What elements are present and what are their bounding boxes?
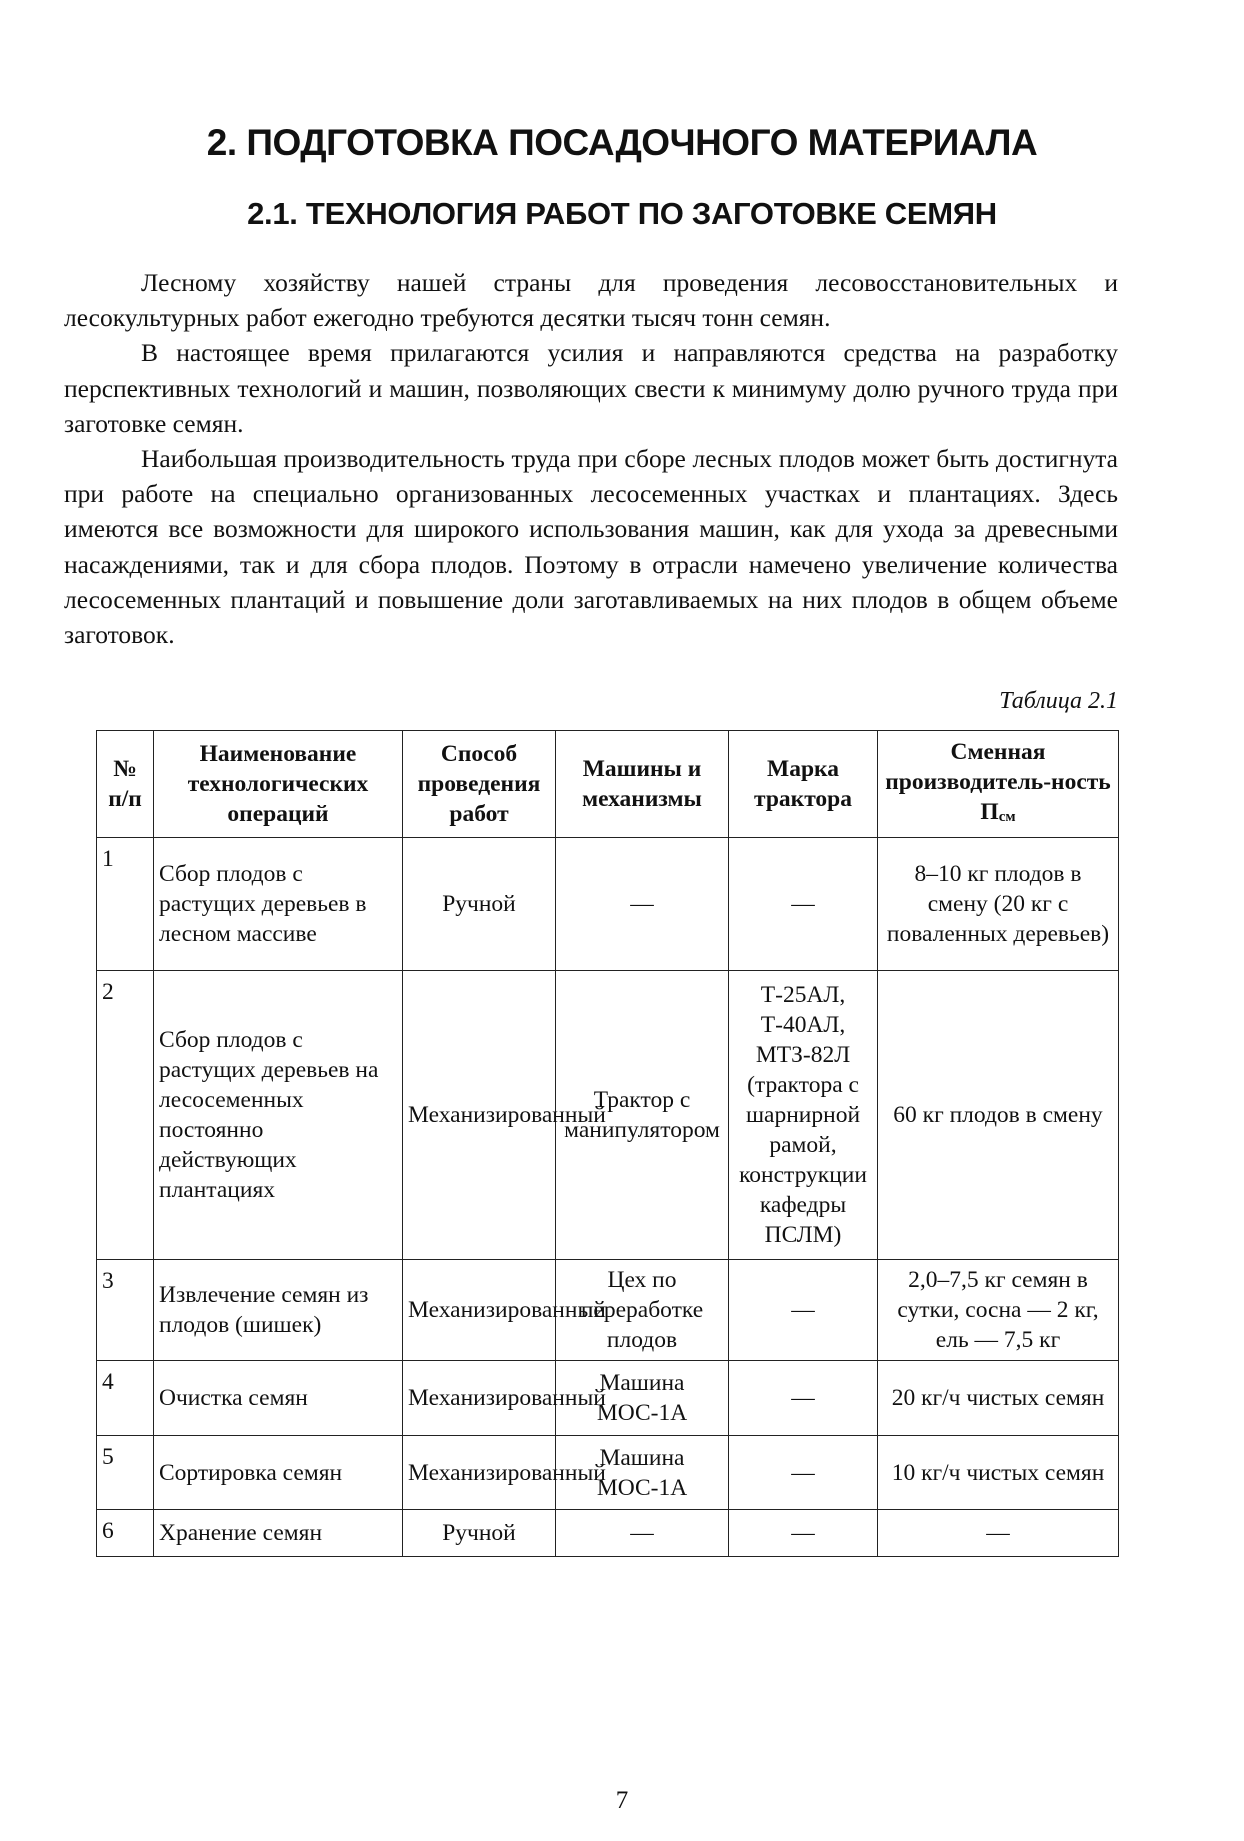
table-cell: Механизированный	[403, 1260, 556, 1361]
section-heading: 2.1. ТЕХНОЛОГИЯ РАБОТ ПО ЗАГОТОВКЕ СЕМЯН	[247, 196, 997, 231]
table-cell: Трактор с манипулятором	[556, 971, 729, 1260]
table-cell: —	[878, 1510, 1119, 1557]
header-subscript: см	[998, 808, 1016, 825]
table-cell: —	[556, 838, 729, 971]
table-cell: 6	[97, 1510, 154, 1557]
table-cell: Сбор плодов с растущих деревьев на лесосеменных постоянно действующих плантациях	[154, 971, 403, 1260]
table-cell: —	[729, 838, 878, 971]
table-cell: 5	[97, 1436, 154, 1510]
table-cell: 3	[97, 1260, 154, 1361]
table-cell: 60 кг плодов в смену	[878, 971, 1119, 1260]
table-cell: 10 кг/ч чистых семян	[878, 1436, 1119, 1510]
header-cell	[878, 731, 1119, 838]
chapter-heading: 2. ПОДГОТОВКА ПОСАДОЧНОГО МАТЕРИАЛА	[206, 122, 1038, 163]
header-cell: Способ проведения работ	[403, 731, 556, 838]
table-row	[97, 1361, 1119, 1436]
table-cell: Цех по переработке плодов	[556, 1260, 729, 1361]
header-cell: Наименование технологических операций	[154, 731, 403, 838]
table-cell: Сортировка семян	[154, 1436, 403, 1510]
paragraph: Лесному хозяйству нашей страны для проведения лесовосстановительных и лесокультурных работ ежегодно требуются десятки тысяч тонн семян.	[64, 268, 1118, 333]
table-cell: 20 кг/ч чистых семян	[878, 1361, 1119, 1436]
body-text	[64, 265, 1118, 652]
page-number: 7	[615, 1787, 629, 1814]
table-cell: Механизированный	[403, 1436, 556, 1510]
table-cell: —	[729, 1436, 878, 1510]
table-cell: 8–10 кг плодов в смену (20 кг с поваленных деревьев)	[878, 838, 1119, 971]
header-cell: Марка трактора	[729, 731, 878, 838]
table-cell: 1	[97, 838, 154, 971]
table-cell: Т-25АЛ, Т-40АЛ, МТЗ-82Л (трактора с шарнирной рамой, конструкции кафедры ПСЛМ)	[729, 971, 878, 1260]
table-cell: Хранение семян	[154, 1510, 403, 1557]
header-cell: № п/п	[97, 731, 154, 838]
table-cell: Механизированный	[403, 971, 556, 1260]
table-row	[97, 838, 1119, 971]
table-cell: Машина МОС-1А	[556, 1361, 729, 1436]
table-cell: Механизированный	[403, 1361, 556, 1436]
table-row	[97, 971, 1119, 1260]
table-cell: Извлечение семян из плодов (шишек)	[154, 1260, 403, 1361]
table-row	[97, 1260, 1119, 1361]
paragraph: Наибольшая производительность труда при сборе лесных плодов может быть достигнута при работе на специально организованных лесосеменных участках и плантациях. Здесь имеются все возможности для широкого использования машин, как для ухода за древесными насаждениями, так и для сбора плодов. Поэтому в отрасли намечено увеличение количества лесосеменных плантаций и повышение доли заготавливаемых на них плодов в общем объеме заготовок.	[64, 444, 1118, 650]
header-text: Сменная производитель-ность П	[885, 738, 1111, 825]
table-cell: 2,0–7,5 кг семян в сутки, сосна — 2 кг, ель — 7,5 кг	[878, 1260, 1119, 1361]
table-header-row	[97, 731, 1119, 838]
paragraph: В настоящее время прилагаются усилия и направляются средства на разработку перспективных технологий и машин, позволяющих свести к минимуму долю ручного труда при заготовке семян.	[64, 338, 1118, 438]
table-cell: —	[729, 1260, 878, 1361]
table-cell: 2	[97, 971, 154, 1260]
header-cell: Машины и механизмы	[556, 731, 729, 838]
table-cell: —	[729, 1510, 878, 1557]
operations-table	[96, 730, 1119, 1557]
table-cell: —	[556, 1510, 729, 1557]
table-cell: Очистка семян	[154, 1361, 403, 1436]
table-row	[97, 1436, 1119, 1510]
table-cell: Ручной	[403, 1510, 556, 1557]
table-cell: Ручной	[403, 838, 556, 971]
table-caption: Таблица 2.1	[999, 688, 1118, 714]
table-cell: Машина МОС-1А	[556, 1436, 729, 1510]
table-cell: Сбор плодов с растущих деревьев в лесном массиве	[154, 838, 403, 971]
table-cell: —	[729, 1361, 878, 1436]
table-cell: 4	[97, 1361, 154, 1436]
table-row	[97, 1510, 1119, 1557]
